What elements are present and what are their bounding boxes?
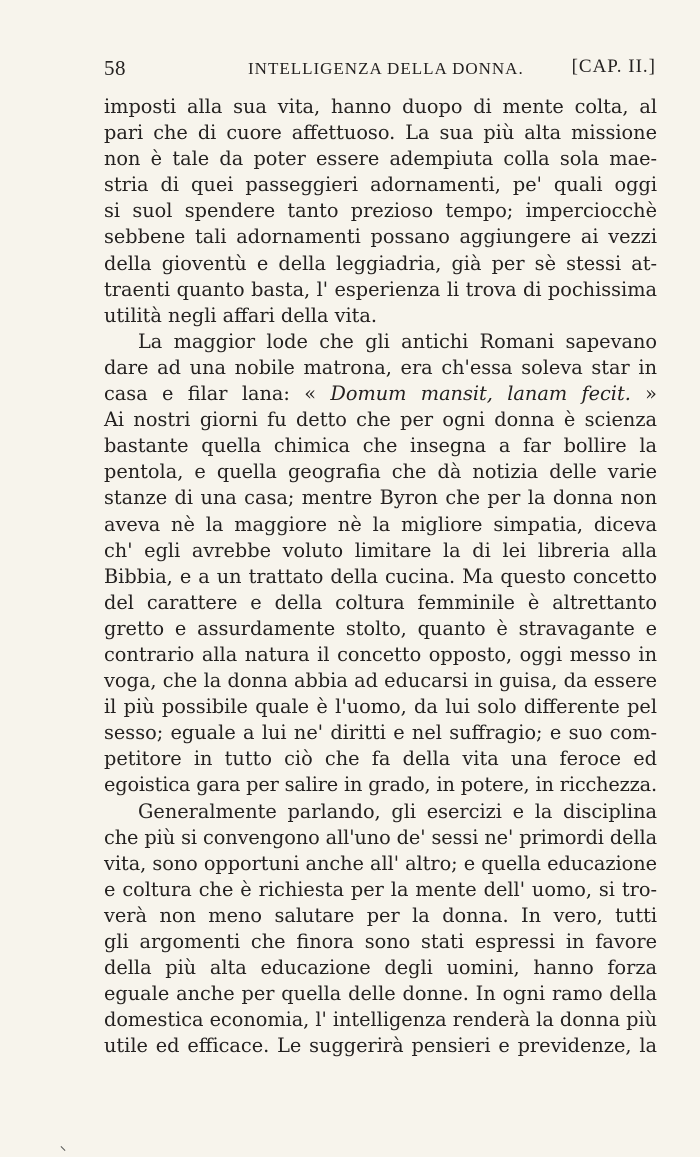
text-line: della gioventù e della leggiadria, già per sè stessi at- <box>104 251 657 275</box>
text-line: Ai nostri giorni fu detto che per ogni donna è scienza <box>104 408 657 432</box>
text-line: utile ed efficace. Le suggerirà pensieri e previdenze, la <box>104 1034 657 1058</box>
text-line: pari che di cuore affettuoso. La sua più alta missione <box>104 121 657 145</box>
quote-close: » <box>630 382 657 406</box>
running-title: INTELLIGENZA DELLA DONNA. <box>248 59 524 78</box>
text-line: gli argomenti che finora sono stati espressi in favore <box>104 930 657 953</box>
text-line: gretto e assurdamente stolto, quanto è stravagante e <box>104 616 657 640</box>
text-line: e coltura che è richiesta per la mente dell' uomo, si tro- <box>104 877 657 901</box>
text-line: bastante quella chimica che insegna a far bollire la <box>104 434 657 458</box>
paragraph-start-line: Generalmente parlando, gli esercizi e la disciplina <box>138 799 657 823</box>
latin-quote-line <box>104 381 657 407</box>
running-header <box>104 56 656 86</box>
text-line: stanze di una casa; mentre Byron che per la donna non <box>104 486 657 510</box>
text-line: della più alta educazione degli uomini, hanno forza <box>104 956 657 980</box>
text-line: si suol spendere tanto prezioso tempo; imperciocchè <box>104 199 657 223</box>
text-line: dare ad una nobile matrona, era ch'essa soleva star in <box>104 355 657 379</box>
text-line: vita, sono opportuni anche all' altro; e quella educazione <box>104 851 657 875</box>
text-line: aveva nè la maggiore nè la migliore simpatia, diceva <box>104 512 657 536</box>
paragraph-end-line: utilità negli affari della vita. <box>104 303 378 327</box>
text-line: verà non meno salutare per la donna. In vero, tutti <box>104 903 657 927</box>
paragraph-start-line: La maggior lode che gli antichi Romani sapevano <box>138 329 657 353</box>
text-line: traenti quanto basta, l' esperienza li trova di pochissima <box>104 277 657 301</box>
print-speck <box>61 1146 66 1151</box>
text-line: che più si convengono all'uno de' sessi ne' primordi della <box>104 825 657 849</box>
latin-quote: Domum mansit, lanam fecit. <box>330 382 631 406</box>
paragraph-end-line: egoistica gara per salire in grado, in potere, in ricchezza. <box>104 773 657 797</box>
chapter-label: [CAP. II.] <box>571 56 656 77</box>
text-line: stria di quei passeggieri adornamenti, pe' quali oggi <box>104 173 657 197</box>
text-line: eguale anche per quella delle donne. In ogni ramo della <box>104 982 657 1006</box>
text-line: Bibbia, e a un trattato della cucina. Ma questo concetto <box>104 564 657 588</box>
text-line: il più possibile quale è l'uomo, da lui solo differente pel <box>104 695 657 719</box>
text-line: sesso; eguale a lui ne' diritti e nel suffragio; e suo com- <box>104 721 657 745</box>
text-line: ch' egli avrebbe voluto limitare la di lei libreria alla <box>104 538 657 562</box>
page-number: 58 <box>104 56 126 80</box>
text-line: contrario alla natura il concetto opposto, oggi messo in <box>104 642 657 666</box>
text-line: sebbene tali adornamenti possano aggiungere ai vezzi <box>104 225 657 249</box>
text-line: petitore in tutto ciò che fa della vita una feroce ed <box>104 747 657 771</box>
body-text <box>104 94 657 1059</box>
text-line: domestica economia, l' intelligenza renderà la donna più <box>104 1008 657 1032</box>
text-line: del carattere e della coltura femminile è altrettanto <box>104 590 657 614</box>
quote-lead: casa e filar lana: « <box>104 382 331 406</box>
text-line: pentola, e quella geografia che dà notizia delle varie <box>104 460 657 484</box>
text-line: imposti alla sua vita, hanno duopo di mente colta, al <box>104 95 657 118</box>
text-line: non è tale da poter essere adempiuta colla sola mae- <box>104 147 657 171</box>
text-line: voga, che la donna abbia ad educarsi in guisa, da essere <box>104 669 657 693</box>
